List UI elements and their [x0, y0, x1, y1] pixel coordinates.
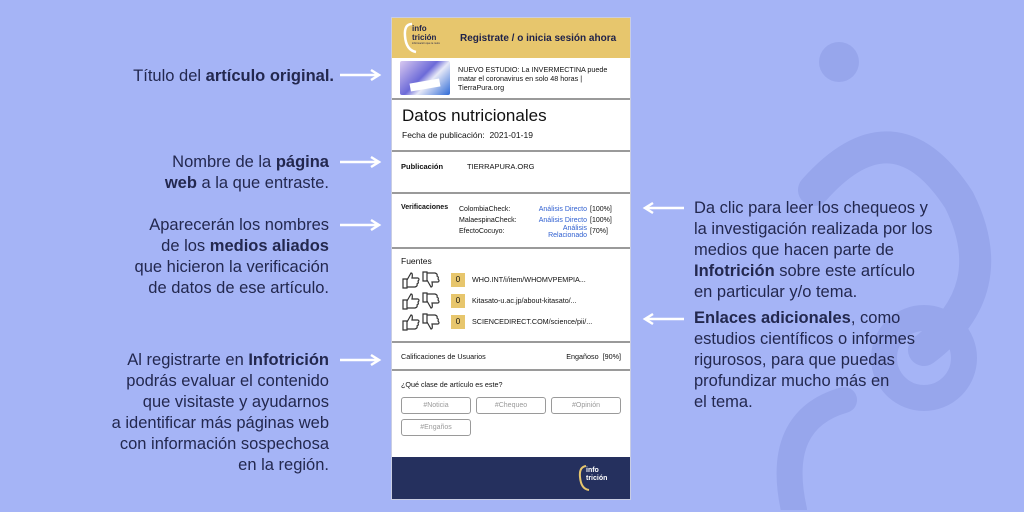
arrow-right-icon [338, 218, 384, 232]
app-footer [392, 457, 630, 499]
source-row [401, 311, 621, 332]
ratings-label: Calificaciones de Usuarios [401, 351, 486, 361]
article-section[interactable] [392, 58, 630, 100]
app-mockup [391, 17, 631, 500]
tag-opinion-button[interactable]: #Opinión [551, 397, 621, 414]
thumbs-down-icon[interactable] [421, 292, 441, 310]
sources-section [392, 249, 630, 343]
thumbs-up-icon[interactable] [401, 313, 421, 331]
publication-section [392, 152, 630, 194]
thumbs-up-icon[interactable] [401, 292, 421, 310]
note-allied-media: Aparecerán los nombres de los medios aliados que hicieron la verificación de datos de ese artículo. [134, 216, 329, 297]
note-page-name: Nombre de la página web a la que entraste. [164, 153, 329, 192]
thumbs-down-icon[interactable] [421, 313, 441, 331]
register-link[interactable]: Registrate / o inicia sesión ahora [460, 32, 617, 44]
source-row [401, 290, 621, 311]
verification-link[interactable]: Análisis Directo [538, 206, 587, 213]
ratings-section [392, 343, 630, 371]
publication-label: Publicación [401, 161, 444, 171]
source-link[interactable]: SCIENCEDIRECT.COM/science/pii/... [472, 317, 593, 326]
verification-row: MalaespinaCheck: Análisis Directo [100%] [459, 217, 612, 224]
source-count-badge: 0 [451, 294, 465, 308]
thumbs-down-icon[interactable] [421, 271, 441, 289]
note-checks: Da clic para leer los chequeos y la investigación realizada por los medios que hacen parte de Infotrición sobre este artículo en particular y/o tema. [694, 199, 933, 301]
classification-question: ¿Qué clase de artículo es este? [401, 380, 503, 389]
verification-link[interactable]: Análisis Relacionado [548, 224, 587, 239]
source-count-badge: 0 [451, 315, 465, 329]
logo-text-info: info [412, 24, 427, 33]
classification-section [392, 371, 630, 453]
arrow-left-icon [640, 312, 686, 326]
ratings-value: Engañoso [90%] [566, 351, 621, 361]
publication-date: Fecha de publicación: 2021-01-19 [402, 130, 533, 140]
tag-enganos-button[interactable]: #Engaños [401, 419, 471, 436]
note-register: Al registrarte en Infotrición podrás evaluar el contenido que visitaste y ayudarnos a identificar más páginas web con información sospechosa en la región. [111, 351, 329, 474]
publication-value: TIERRAPURA.ORG [467, 161, 535, 171]
arrow-left-icon [640, 201, 686, 215]
verification-row: ColombiaCheck: Análisis Directo [100%] [459, 206, 612, 213]
tag-chequeo-button[interactable]: #Chequeo [476, 397, 546, 414]
verification-row: EfectoCocuyo: Análisis Relacionado [70%] [459, 224, 608, 239]
tag-noticia-button[interactable]: #Noticia [401, 397, 471, 414]
source-count-badge: 0 [451, 273, 465, 287]
verifications-label: Verificaciones [401, 204, 449, 211]
verification-link[interactable]: Análisis Directo [538, 217, 587, 224]
arrow-right-icon [338, 155, 384, 169]
footer-logo: info trición [578, 463, 612, 493]
source-link[interactable]: Kitasato-u.ac.jp/about-kitasato/... [472, 296, 577, 305]
arrow-right-icon [338, 68, 384, 82]
arrow-right-icon [338, 353, 384, 367]
logo-tagline: información que te nutre [412, 42, 440, 45]
note-article-title: Título del artículo original. [133, 67, 334, 85]
nutrition-title: Datos nutricionales [402, 106, 547, 125]
app-header [392, 18, 630, 58]
article-title: NUEVO ESTUDIO: La INVERMECTINA puede matar el coronavirus en solo 48 horas | TierraPura.org [458, 64, 608, 92]
verifications-section [392, 194, 630, 249]
source-row [401, 269, 621, 290]
article-thumbnail [400, 61, 450, 95]
sources-title: Fuentes [401, 256, 432, 266]
note-additional-links: Enlaces adicionales, como estudios científicos o informes rigurosos, para que puedas profundizar mucho más en el tema. [694, 309, 916, 411]
infotricion-logo [402, 20, 448, 56]
logo-text-tricion: trición [412, 33, 437, 42]
source-link[interactable]: WHO.INT/i/item/WHOMVPEMPIA... [472, 275, 586, 284]
nutrition-section [392, 100, 630, 152]
thumbs-up-icon[interactable] [401, 271, 421, 289]
